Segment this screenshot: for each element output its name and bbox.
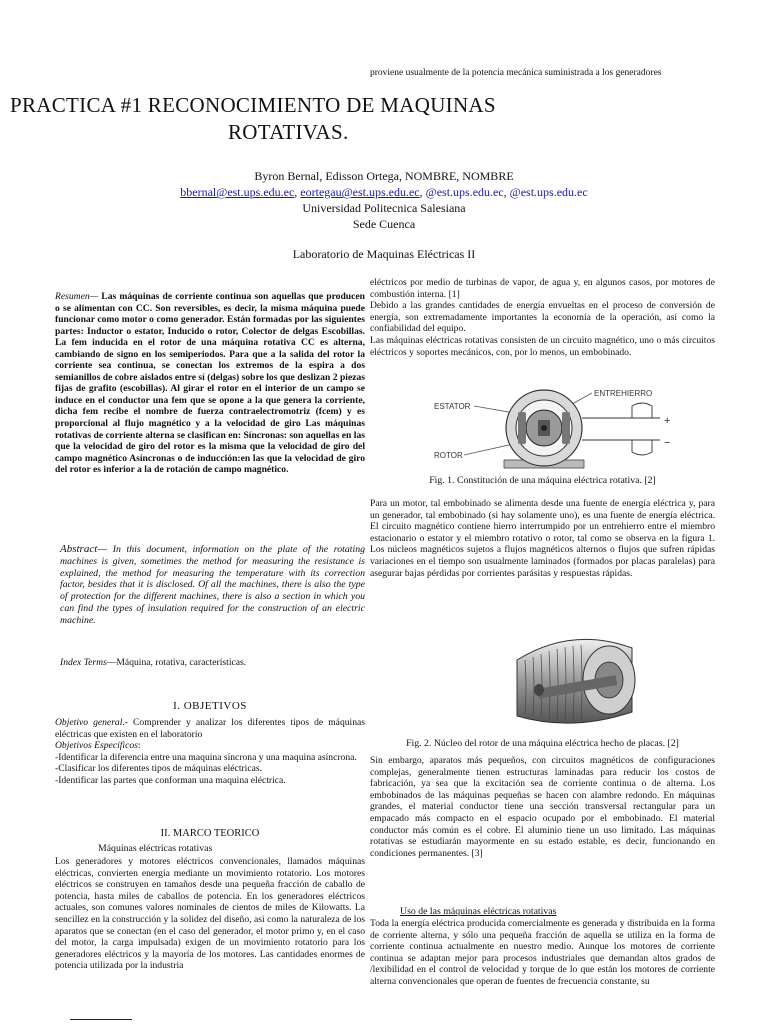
label-minus: − <box>664 437 671 449</box>
list-item: -Identificar la diferencia entre una maquina síncrona y una maquina asíncrona. <box>55 751 357 763</box>
objetivos-especificos-label: Objetivos Específicos <box>55 740 138 752</box>
footnote-rule <box>70 1019 132 1020</box>
figure-1-machine-diagram <box>432 384 688 470</box>
list-item: -Clasificar los diferentes tipos de máquinas eléctricas. <box>55 763 262 775</box>
lab-name: Laboratorio de Maquinas Eléctricas II <box>292 247 476 261</box>
resumen-text: Las máquinas de corriente continua son aquellas que producen o se alimentan con CC. Son reversibles, es decir, la misma máquina puede funcionar como motor o como generador. Están formadas por las siguientes partes: Inductor o estator, Inducido o rotor, Colector de delgas Escobillas. La fem inducida en el rotor de una máquina rotativa CC es alterna, cambiando de signo en los semiperiodos. Para que a la salida del rotor la corriente sea continua, se conectan los extremos de la espira a dos semianillos de cobre aislados entre sí (delgas) sobre los que deslizan 2 piezas fijas de grafito (escobillas). Al girar el rotor en el interior de un campo se induce en el conductor una fem que se opone a la que genera la corriente, dicha fem recibe el nombre de fuerza contraelectromotriz (fcem) y es proporcional al flujo magnético y a la velocidad de giro Las máquinas rotativas de corriente alterna se clasifican en: Síncronas: son aquellas en las que la velocidad de giro del rotor es la misma que la velocidad de giro del campo magnético Asíncronas o de inducción:en las que la velocidad de giro del rotor es inferior a la de rotación de campo magnético. <box>55 291 365 476</box>
right-paragraph-1: eléctricos por medio de turbinas de vapor, de agua y, en algunos casos, por motores de combustión interna. [1] <box>370 277 715 300</box>
author-names: Byron Bernal, Edisson Ortega, NOMBRE, NOMBRE <box>254 169 514 183</box>
campus: Sede Cuenca <box>352 217 416 231</box>
email-link-2[interactable]: eortegau@est.ups.edu.ec <box>300 185 420 199</box>
abstract-paragraph <box>60 544 365 627</box>
objetivo-general <box>55 717 365 740</box>
header-note: proviene usualmente de la potencia mecánica suministrada a los generadores <box>370 68 662 78</box>
list-item: -Identificar las partes que conforman una maquina eléctrica. <box>55 774 286 786</box>
objetivos-especificos: Objetivos Específicos: <box>55 740 141 752</box>
objetivos-content <box>55 717 365 787</box>
abstract-text: In this document, information on the plate of the rotating machines is given, sometimes the method for measuring the resistance is explained, the method for measuring the temperature with its correction factor, besides that it is disclosed. Of all the machines, there is also the type of protection for the different machines, there is also a section in which you can find the types of insulation required for the construction of an electric machine. <box>60 544 365 626</box>
figure-2-caption: Fig. 2. Núcleo del rotor de una máquina eléctrica hecho de placas. [2] <box>406 738 679 749</box>
label-estator: ESTATOR <box>434 402 471 411</box>
email-link-1[interactable]: bbernal@est.ups.edu.ec <box>180 185 295 199</box>
right-intro <box>370 277 715 358</box>
objetivo-general-label: Objetivo general <box>55 717 123 728</box>
right-paragraph-2: Debido a las grandes cantidades de energía envueltas en el proceso de conversión de energía, son extremadamente importantes la economía de la operación, así como la confiabilidad del equipo. <box>370 300 715 335</box>
university: Universidad Politecnica Salesiana <box>302 201 466 215</box>
index-terms-label: Index Terms <box>60 657 107 668</box>
index-terms <box>60 657 365 668</box>
marco-paragraph: Los generadores y motores eléctricos convencionales, llamados máquinas eléctricas, convierten energía mediante un movimiento rotatorio. Los motores eléctricos se construyen en tamaños desde una pequeña fracción de caballo de potencia, hasta miles de caballos de potencia. En los generadores eléctricos actuales, son comunes valores nominales de cientos de miles de Kilowatts. La sencillez en la construcción y la solidez del diseño, así como la naturaleza de los aparatos que se conectan (en el caso del generador, el motor primo y, en el caso del motor, la carga impulsada) exigen de un movimiento rotatorio para los generadores eléctricos y la mayoría de los motores. Las cantidades enormes de potencia utilizada por la industria <box>55 856 365 972</box>
objetivo-general-text: .- Comprender y analizar los diferentes tipos de máquinas eléctricas que existen en el laboratorio <box>55 717 365 740</box>
subsection-heading-uso: Uso de las máquinas eléctricas rotativas <box>400 906 557 917</box>
title-line-2: ROTATIVAS. <box>228 120 349 144</box>
figure-2-rotor-core <box>497 620 647 738</box>
section-heading-objetivos: I. OBJETIVOS <box>173 700 247 712</box>
right-paragraph-5: Sin embargo, aparatos más pequeños, con circuitos magnéticos de configuraciones complejas, generalmente tienen estructuras laminadas para reducir los costos de fabricación, ya sea que la excitación sea de corriente continua o de alterna. Los embobinados de las máquinas pequeñas se hacen con alambre redondo. En máquinas grandes, el material conductor tiene una sección transversal rectangular para un empacado más compacto en el espacio ocupado por el embobinado. El material conductor más común es el cobre. El aluminio tiene un uso limitado. Las máquinas rotativas se estudiarán mayormente en su estado estable, es decir, funcionando en condiciones permanentes. [3] <box>370 755 715 859</box>
label-plus: + <box>664 415 671 427</box>
abstract-label: Abstract— <box>60 543 108 555</box>
index-terms-text: —Máquina, rotativa, características. <box>106 657 247 668</box>
resumen-paragraph <box>55 291 365 476</box>
figure-1-caption: Fig. 1. Constitución de una máquina eléctrica rotativa. [2] <box>429 475 656 486</box>
right-paragraph-3: Las máquinas eléctricas rotativas consisten de un circuito magnético, uno o más circuitos eléctricos y soportes mecánicos, con, por lo menos, un embobinado. <box>370 334 715 358</box>
title-line-1: PRACTICA #1 RECONOCIMIENTO DE MAQUINAS <box>10 93 496 117</box>
subsection-heading: Máquinas eléctricas rotativas <box>98 843 213 854</box>
paper-title <box>10 92 630 146</box>
email-rest: , @est.ups.edu.ec, @est.ups.edu.ec <box>419 185 588 199</box>
author-block <box>0 168 768 232</box>
resumen-label: Resumen— <box>55 291 99 302</box>
label-entrehierro: ENTREHIERRO <box>594 389 653 398</box>
section-heading-marco: II. MARCO TEORICO <box>160 828 260 839</box>
label-rotor: ROTOR <box>434 451 463 460</box>
right-paragraph-4: Para un motor, tal embobinado se alimenta desde una fuente de energía eléctrica y, para un generador, tal embobinado (si hay solamente uno), es una fuente de energía eléctrica. El circuito magnético contiene hierro interrumpido por un entrehierro entre el miembro estacionario o estator y el miembro rotativo o rotor, tal como se observa en la figura 1. Los núcleos magnéticos sujetos a flujos magnéticos alternos o flujos que sufren rápidas variaciones en el tiempo son usualmente laminados (formados por placas paralelas) para asegurar bajas pérdidas por corrientes parásitas y respuestas rápidas. <box>370 498 715 579</box>
right-paragraph-6: Toda la energía eléctrica producida comercialmente es generada y distribuida en la forma de corriente alterna, y sólo una pequeña fracción de aquella se utiliza en la forma de corriente continua actualmente en nuestro medio. Aunque los motores de corriente continua se adaptan mejor para procesos industriales que demandan altos grados de /lexibilidad en el control de velocidad y torque de lo que están los motores de corriente alterna convencionales que operan de fuentes de frecuencia constante, su <box>370 918 715 987</box>
author-emails: bbernal@est.ups.edu.ec, eortegau@est.ups.edu.ec, @est.ups.edu.ec, @est.ups.edu.ec <box>180 185 588 199</box>
